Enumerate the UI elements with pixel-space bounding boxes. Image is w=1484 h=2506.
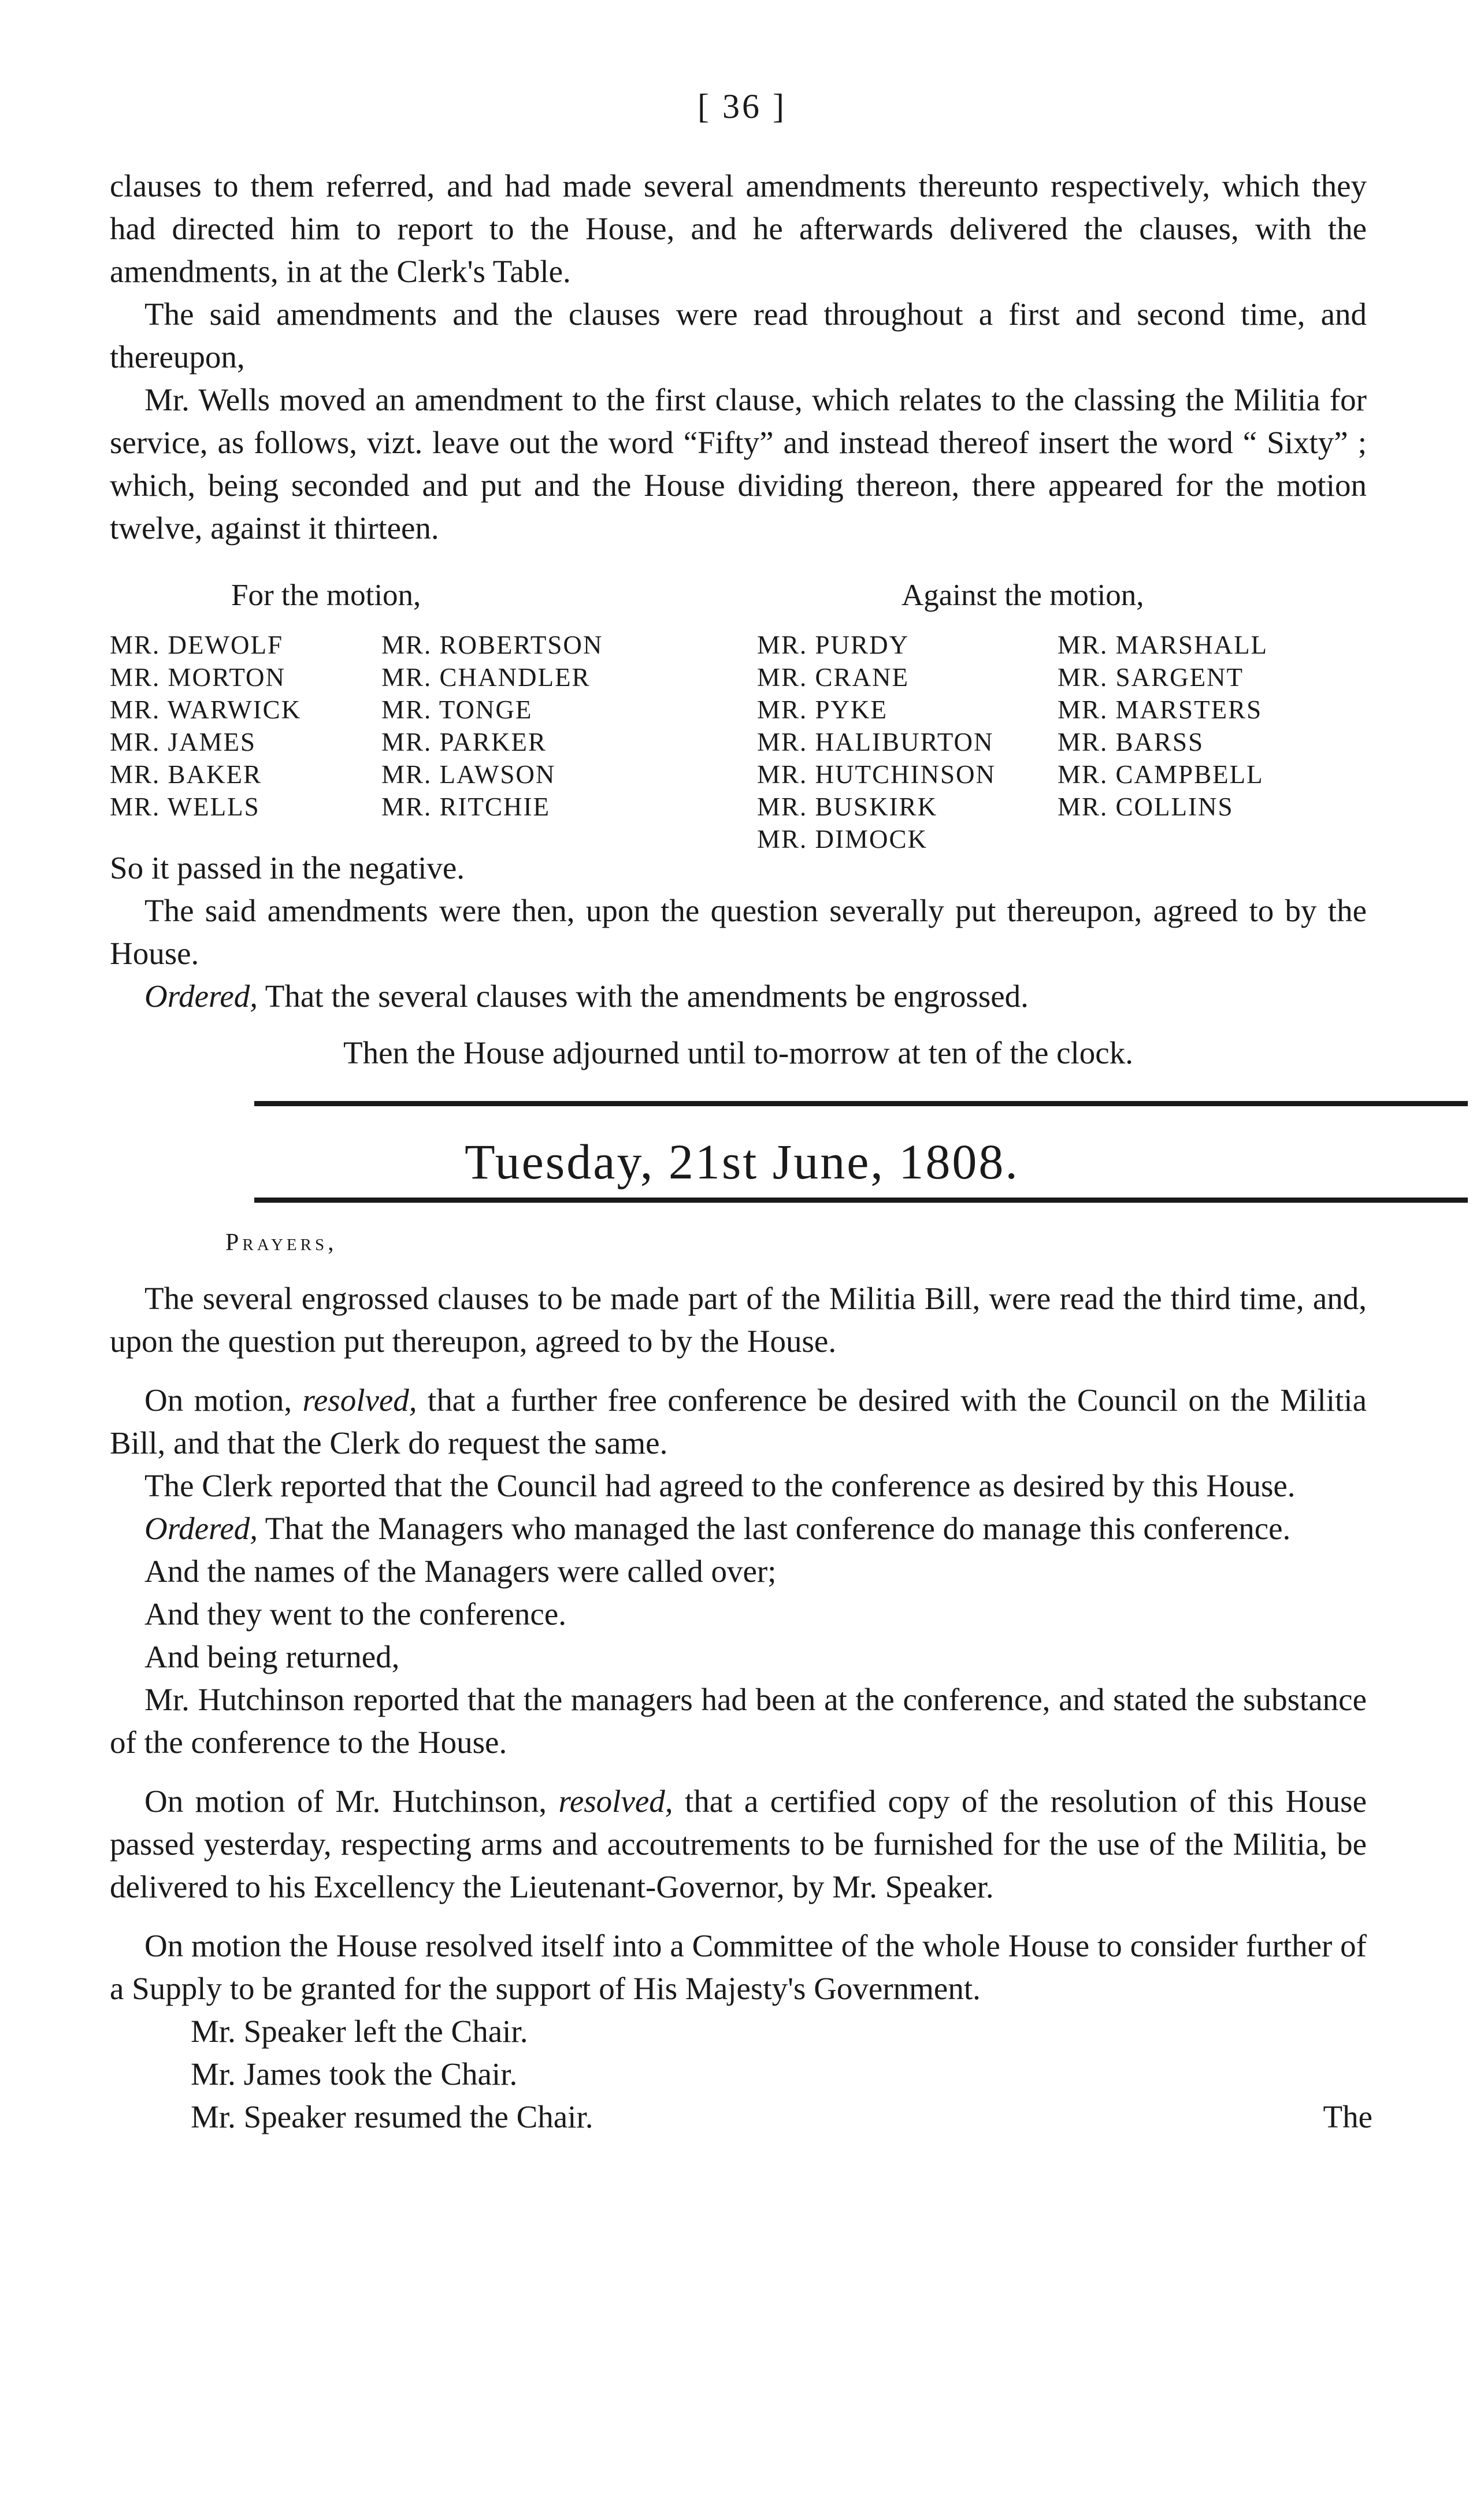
member-name: MR. CAMPBELL bbox=[1058, 760, 1264, 789]
against-column-2 bbox=[1058, 629, 1268, 823]
catchword: The bbox=[1323, 2099, 1372, 2134]
against-column-1 bbox=[757, 629, 996, 855]
against-motion-heading: Against the motion, bbox=[901, 579, 1144, 612]
member-name: MR. CHANDLER bbox=[381, 663, 591, 692]
for-column-2 bbox=[381, 629, 603, 823]
rule-top bbox=[254, 1101, 1468, 1106]
resolved-label: resolved, bbox=[558, 1784, 673, 1819]
member-name: MR. BARSS bbox=[1058, 728, 1204, 757]
division-list bbox=[110, 578, 1370, 855]
prayers-heading: Prayers, bbox=[225, 1229, 337, 1256]
after-division-block bbox=[110, 847, 1367, 1074]
member-name: MR. MARSHALL bbox=[1058, 631, 1268, 659]
member-name: MR. MORTON bbox=[110, 663, 286, 692]
paragraph-went-conference: And they went to the conference. bbox=[144, 1596, 566, 1632]
paragraph-speaker-resumed: Mr. Speaker resumed the Chair. The bbox=[110, 2096, 1367, 2138]
member-name: MR. PYKE bbox=[757, 695, 888, 724]
paragraph-returned: And being returned, bbox=[144, 1639, 400, 1674]
paragraph-wells-amendment: Mr. Wells moved an amendment to the first clause, which relates to the classing the Militia for service, as follows, vizt. leave out the word “Fifty” and instead thereof insert the word “ Sixty” ; which, being seconded and put and the House dividing thereon, there appeared for the motion twelve, against it thirteen. bbox=[110, 382, 1367, 546]
paragraph-managers: Ordered, That the Managers who managed the last conference do manage this conference. bbox=[144, 1511, 1291, 1546]
paragraph-clerk-reported: The Clerk reported that the Council had agreed to the conference as desired by this House. bbox=[144, 1468, 1296, 1503]
ordered-text: That the several clauses with the amendments be engrossed. bbox=[258, 978, 1029, 1014]
member-name: MR. TONGE bbox=[381, 695, 533, 724]
member-name: MR. RITCHIE bbox=[381, 792, 550, 821]
member-name: MR. DIMOCK bbox=[757, 825, 928, 854]
date-heading: Tuesday, 21st June, 1808. bbox=[465, 1134, 1019, 1189]
resolved-label: resolved, bbox=[302, 1382, 417, 1418]
paragraph-certified-copy: On motion of Mr. Hutchinson, resolved, that a certified copy of the resolution of this House passed yesterday, respecting arms and accoutrements to be furnished for the use of the Militia, be delivered to his Excellency the Lieutenant-Governor, by Mr. Speaker. bbox=[110, 1784, 1367, 1904]
member-name: MR. CRANE bbox=[757, 663, 910, 692]
paragraph-james-took: Mr. James took the Chair. bbox=[191, 2056, 518, 2092]
page-number: [ 36 ] bbox=[698, 87, 786, 125]
member-name: MR. PURDY bbox=[757, 631, 910, 659]
paragraph-hutchinson-reported: Mr. Hutchinson reported that the managers had been at the conference, and stated the substance of the conference to the House. bbox=[110, 1682, 1367, 1760]
for-column-1 bbox=[110, 629, 301, 823]
paragraph-names-called: And the names of the Managers were called over; bbox=[144, 1554, 777, 1589]
paragraph-clauses-referred: clauses to them referred, and had made several amendments thereunto respectively, which they had directed him to report to the House, and he afterwards delivered the clauses, with the amendments, in at the Clerk's Table. bbox=[110, 168, 1367, 289]
member-name: MR. DEWOLF bbox=[110, 631, 283, 659]
ordered-label: Ordered, bbox=[144, 1511, 258, 1546]
paragraph-amendments-read: The said amendments and the clauses were read throughout a first and second time, and thereupon, bbox=[110, 296, 1367, 375]
member-name: MR. BAKER bbox=[110, 760, 262, 789]
top-text-block bbox=[110, 165, 1367, 550]
member-name: MR. MARSTERS bbox=[1058, 695, 1263, 724]
paragraph-ordered-engrossed bbox=[110, 975, 1367, 1018]
rule-bottom bbox=[254, 1198, 1468, 1203]
ordered-label: Ordered, bbox=[144, 978, 258, 1014]
member-name: MR. BUSKIRK bbox=[757, 792, 938, 821]
main-body bbox=[110, 1277, 1372, 2138]
member-name: MR. LAWSON bbox=[381, 760, 556, 789]
member-name: MR. WELLS bbox=[110, 792, 260, 821]
paragraph-agreed: The said amendments were then, upon the question severally put thereupon, agreed to by the House. bbox=[110, 893, 1367, 971]
member-name: MR. HALIBURTON bbox=[757, 728, 994, 757]
paragraph-third-reading: The several engrossed clauses to be made part of the Militia Bill, were read the third time, and, upon the question put thereupon, agreed to by the House. bbox=[110, 1281, 1367, 1359]
paragraph-free-conference: On motion, resolved, that a further free conference be desired with the Council on the Militia Bill, and that the Clerk do request the same. bbox=[110, 1382, 1367, 1460]
paragraph-adjourned: Then the House adjourned until to-morrow at ten of the clock. bbox=[343, 1035, 1133, 1070]
member-name: MR. HUTCHINSON bbox=[757, 760, 996, 789]
member-name: MR. ROBERTSON bbox=[381, 631, 603, 659]
for-motion-heading: For the motion, bbox=[231, 579, 421, 612]
paragraph-committee-supply: On motion the House resolved itself into a Committee of the whole House to consider further of a Supply to be granted for the support of His Majesty's Government. bbox=[110, 1928, 1367, 2006]
member-name: MR. PARKER bbox=[381, 728, 547, 757]
member-name: MR. COLLINS bbox=[1058, 792, 1234, 821]
paragraph-negative: So it passed in the negative. bbox=[110, 850, 465, 885]
member-name: MR. JAMES bbox=[110, 728, 257, 757]
paragraph-speaker-left: Mr. Speaker left the Chair. bbox=[191, 2014, 528, 2049]
member-name: MR. WARWICK bbox=[110, 695, 302, 724]
member-name: MR. SARGENT bbox=[1058, 663, 1244, 692]
